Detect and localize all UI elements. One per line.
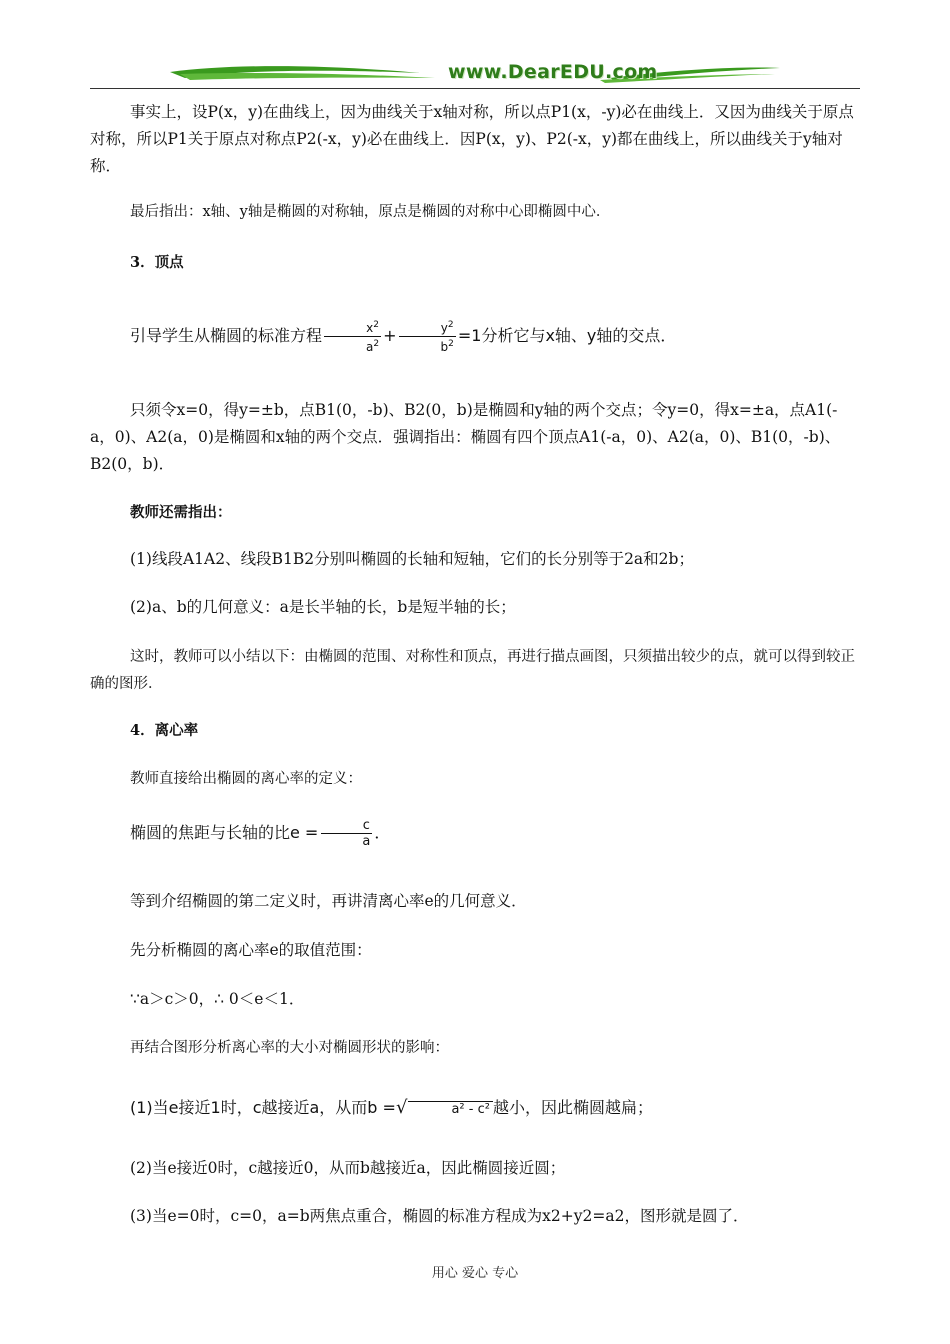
paragraph-eccentricity-intro: 教师直接给出椭圆的离心率的定义：	[130, 771, 362, 787]
heading-eccentricity: 4．离心率	[130, 722, 199, 739]
paragraph-second-definition: 等到介绍椭圆的第二定义时，再讲清离心率e的几何意义．	[130, 892, 527, 910]
equation-lead-text: 引导学生从椭圆的标准方程	[130, 326, 323, 345]
paragraph-symmetry: 事实上，设P(x，y)在曲线上，因为曲线关于x轴对称，所以点P1(x，-y)必在曲线上．又因为曲线关于原点对称，所以P1关于原点对称点P2(-x，y)必在曲线上．因P(x，y)、P2(-x，y)都在曲线上，所以曲线关于y轴对称．	[90, 103, 854, 175]
paragraph-case-e-near-0: (2)当e接近0时，c越接近0，从而b越接近a，因此椭圆接近圆；	[130, 1159, 566, 1177]
paragraph-shape-intro: 再结合图形分析离心率的大小对椭圆形状的影响：	[130, 1040, 449, 1056]
paragraph-standard-equation	[90, 318, 860, 355]
paragraph-vertices-detail: 只须令x=0，得y=±b，点B1(0，-b)、B2(0，b)是椭圆和y轴的两个交点；令y=0，得x=±a，点A1(-a，0)、A2(a，0)是椭圆和x轴的两个交点．强调指出：椭圆有四个顶点A1(-a，0)、A2(a，0)、B1(0，-b)、B2(0，b)．	[90, 401, 841, 473]
fraction-y-over-b: $\frac{y^2}{b^2}$	[399, 318, 456, 355]
site-brand: www.DearEDU.com	[448, 61, 658, 83]
plus-sign: +	[383, 326, 397, 345]
paragraph-axis-summary: 最后指出：x轴、y轴是椭圆的对称轴，原点是椭圆的对称中心即椭圆中心．	[130, 204, 611, 220]
paragraph-geometric-meaning: (2)a、b的几何意义：a是长半轴的长，b是短半轴的长；	[130, 598, 516, 616]
paragraph-axis-lengths: (1)线段A1A2、线段B1B2分别叫椭圆的长轴和短轴，它们的长分别等于2a和2b；	[130, 550, 694, 568]
header-rule	[90, 88, 860, 89]
heading-vertices: 3．顶点	[130, 254, 184, 271]
case1-lead-text: (1)当e接近1时，c越接近a，从而b =	[130, 1098, 396, 1117]
paragraph-eccentricity-definition: 椭圆的焦距与长轴的比e = $\frac{c}{a}$ ．	[130, 818, 391, 849]
page-footer: 用心 爱心 专心	[431, 1266, 519, 1281]
paragraph-case-e-near-1	[90, 1094, 860, 1121]
definition-text: 椭圆的焦距与长轴的比e =	[130, 823, 319, 842]
paragraph-range-intro: 先分析椭圆的离心率e的取值范围：	[130, 941, 372, 959]
fraction-x-over-a: $\frac{x^2}{a^2}$	[324, 318, 381, 355]
paragraph-range-inequality: ∵a＞c＞0，∴ 0＜e＜1．	[130, 990, 305, 1008]
radical-sign: √	[395, 1097, 408, 1118]
radicand: a² - c²	[408, 1101, 493, 1118]
header-banner	[90, 58, 860, 92]
fraction-c-over-a: $\frac{c}{a}$	[320, 818, 372, 849]
equation-tail-text: =1分析它与x轴、y轴的交点．	[457, 326, 677, 345]
paragraph-plotting-summary: 这时，教师可以小结以下：由椭圆的范围、对称性和顶点，再进行描点画图，只须描出较少的点，就可以得到较正确的图形．	[90, 649, 855, 692]
case1-tail-text: 越小，因此椭圆越扁；	[492, 1098, 653, 1117]
paragraph-teacher-note: 教师还需指出：	[130, 504, 232, 521]
paragraph-case-e-zero: (3)当e=0时，c=0，a=b两焦点重合，椭圆的标准方程成为x2+y2=a2，图形就是圆了．	[130, 1207, 749, 1225]
